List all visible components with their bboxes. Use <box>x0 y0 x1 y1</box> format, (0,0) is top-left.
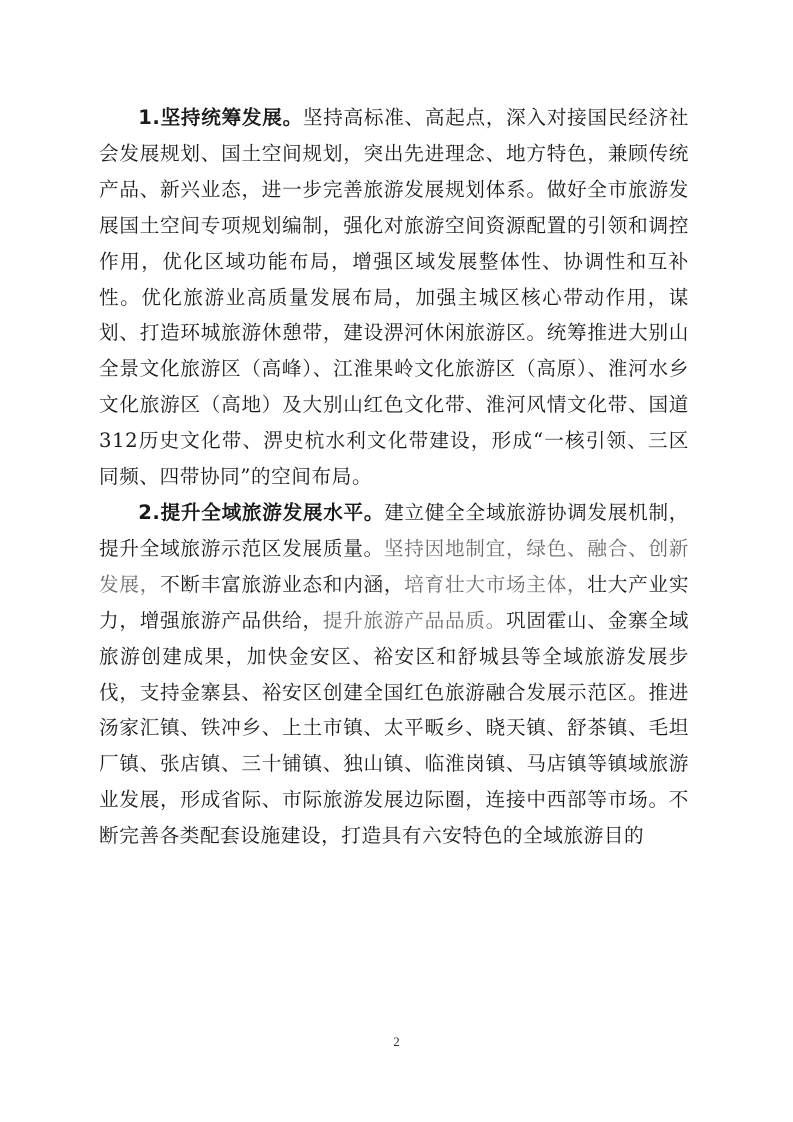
paragraph-heading: 2.提升全域旅游发展水平。 <box>138 500 385 524</box>
paragraph-all-region-tourism <box>99 495 689 854</box>
paragraph-text: 坚持高标准、高起点，深入对接国民经济社会发展规划、国土空间规划，突出先进理念、地方特色，兼顾传统产品、新兴业态，进一步完善旅游发展规划体系。做好全市旅游发展国土空间专项规划编制，强化对旅游空间资源配置的引领和调控作用，优化区域功能布局，增强区域发展整体性、协调性和互补性。优化旅游业高质量发展布局，加强主城区核心带动作用，谋划、打造环城旅游休憩带，建设淠河休闲旅游区。统筹推进大别山全景文化旅游区（高峰）、江淮果岭文化旅游区（高原）、淮河水乡文化旅游区（高地）及大别山红色文化带、淮河风情文化带、国道312历史文化带、淠史杭水利文化带建设，形成“一核引领、三区同频、四带协同”的空间布局。 <box>99 106 689 489</box>
paragraph-text-muted: 坚持因地制宜，绿色、融合、创新发展， <box>99 536 689 596</box>
paragraph-text-muted: 培育壮大市场主体， <box>404 572 588 596</box>
page-number: 2 <box>393 1034 400 1049</box>
paragraph-text: 建立健全全域旅游协调发展机制，提升全域旅游示范区发展质量。 <box>99 500 689 560</box>
paragraph-overall-planning <box>99 100 689 495</box>
paragraph-heading: 1.坚持统筹发展。 <box>138 106 303 129</box>
paragraph-text: 不断丰富旅游业态和内涵， <box>160 572 405 596</box>
page-body <box>99 100 689 854</box>
paragraph-text-muted: 提升旅游产品品质。 <box>322 608 506 632</box>
paragraph-text: 巩固霍山、金寨全域旅游创建成果，加快金安区、裕安区和舒城县等全域旅游发展步伐，支持金寨县、裕安区创建全国红色旅游融合发展示范区。推进汤家汇镇、铁冲乡、上土市镇、太平畈乡、晓天镇、舒茶镇、毛坦厂镇、张店镇、三十铺镇、独山镇、临淮岗镇、马店镇等镇域旅游业发展，形成省际、市际旅游发展边际圈，连接中西部等市场。不断完善各类配套设施建设，打造具有六安特色的全域旅游目的 <box>99 608 689 848</box>
paragraph-text: 壮大产业实力，增强旅游产品供给， <box>99 572 690 632</box>
